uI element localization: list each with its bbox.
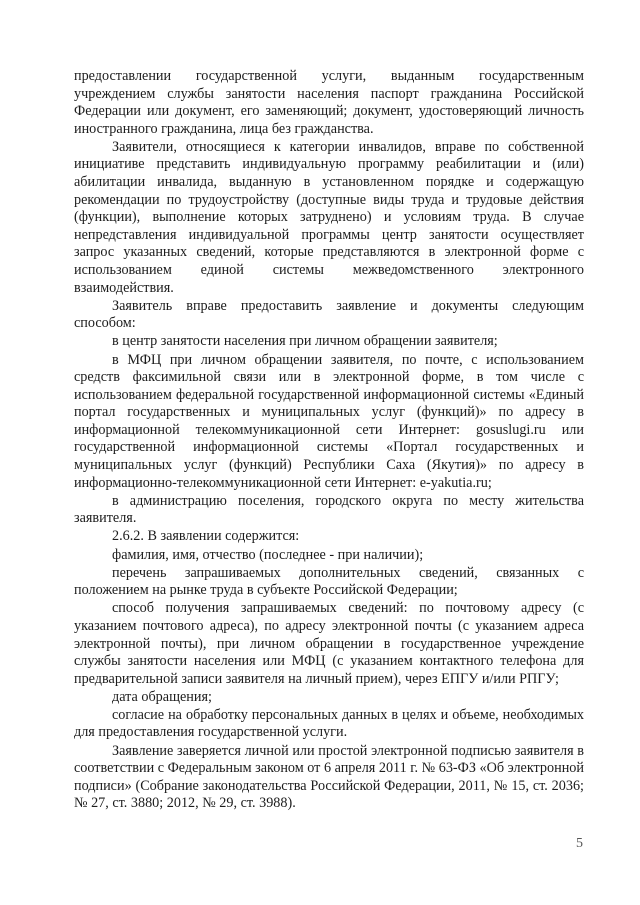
paragraph: в администрацию поселения, городского округа по месту жительства заявителя. xyxy=(74,492,584,527)
paragraph: предоставлении государственной услуги, выданным государственным учреждением службы занятости населения паспорт гражданина Российской Федерации или документ, его заменяющий; документ, удостоверяющий личность иностранного гражданина, лица без гражданства. xyxy=(74,68,584,137)
paragraph: согласие на обработку персональных данных в целях и объеме, необходимых для предоставления государственной услуги. xyxy=(74,706,584,741)
paragraph: дата обращения; xyxy=(112,688,212,705)
paragraph: в МФЦ при личном обращении заявителя, по почте, с использованием средств факсимильной связи или в электронной форме, в том числе с использованием федеральной государственной информационной системы «Единый портал государственных и муниципальных услуг (функций)» по адресу в информационной телекоммуникационной сети Интернет: gosuslugi.ru или государственной информационной системы «Портал государственных и муниципальных услуг (функций) Республики Саха (Якутия)» по адресу в информационно-телекоммуникационной сети Интернет: e-yakutia.ru; xyxy=(74,351,584,491)
page-number: 5 xyxy=(576,836,583,851)
paragraph: способ получения запрашиваемых сведений: по почтовому адресу (с указанием почтового адреса), по адресу электронной почты (с указанием адреса электронной почты), при личном обращении в государственное учреждение службы занятости населения или МФЦ (с указанием контактного телефона для предварительной записи заявителя на личный прием), через ЕПГУ и/или РПГУ; xyxy=(74,600,584,687)
document-body xyxy=(74,68,584,813)
paragraph: Заявители, относящиеся к категории инвалидов, вправе по собственной инициативе представить индивидуальную программу реабилитации и (или) абилитации инвалида, выданную в установленном порядке и содержащую рекомендации по трудоустройству (доступные виды труда и трудовые действия (функции), выполнение которых затруднено) и условиям труда. В случае непредставления индивидуальной программы центр занятости осуществляет запрос указанных сведений, которые представляются в электронной форме с использованием единой системы межведомственного электронного взаимодействия. xyxy=(74,138,584,296)
paragraph: фамилия, имя, отчество (последнее - при наличии); xyxy=(112,546,424,563)
paragraph: в центр занятости населения при личном обращении заявителя; xyxy=(112,333,498,350)
paragraph: перечень запрашиваемых дополнительных сведений, связанных с положением на рынке труда в субъекте Российской Федерации; xyxy=(74,564,584,599)
paragraph: Заявление заверяется личной или простой электронной подписью заявителя в соответствии с Федеральным законом от 6 апреля 2011 г. № 63-ФЗ «Об электронной подписи» (Собрание законодательства Российской Федерации, 2011, № 15, ст. 2036; № 27, ст. 3880; 2012, № 29, ст. 3988). xyxy=(74,742,584,812)
section-heading: 2.6.2. В заявлении содержится: xyxy=(112,528,300,545)
paragraph: Заявитель вправе предоставить заявление и документы следующим способом: xyxy=(74,297,584,332)
